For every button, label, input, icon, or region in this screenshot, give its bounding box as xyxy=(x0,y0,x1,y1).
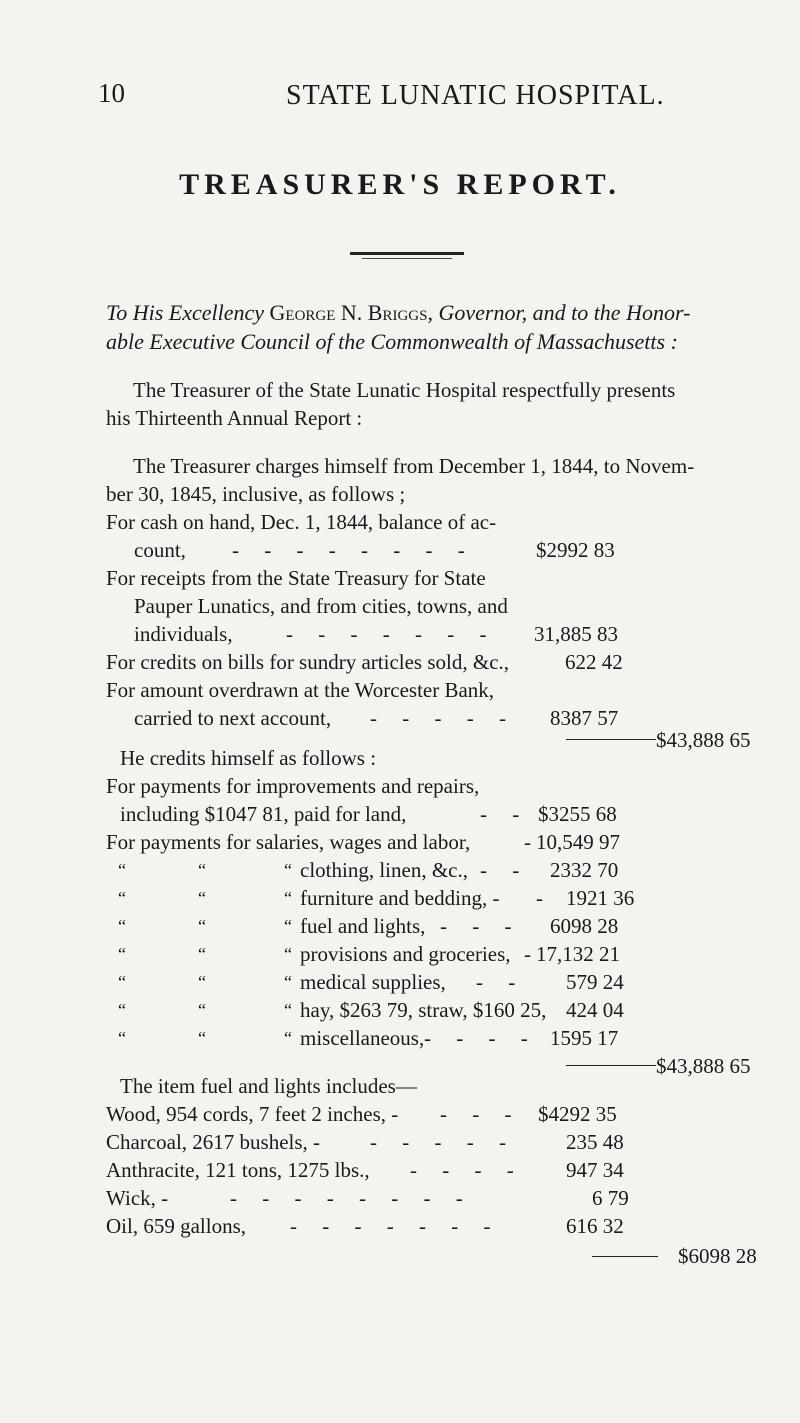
fuel-label: Wood, 954 cords, 7 feet 2 inches, - xyxy=(106,1102,399,1126)
credit-label: miscellaneous, xyxy=(300,1026,425,1050)
credit-amount: 2332 70 xyxy=(550,858,619,882)
ditto-mark: “ xyxy=(284,944,292,964)
charge-overdraft-leader: - - - - - xyxy=(370,706,516,730)
ditto-mark: “ xyxy=(118,972,126,992)
charge-cash-line-2: count, xyxy=(134,538,186,562)
fuel-leader: - - - - xyxy=(410,1158,524,1182)
credit-salaries-amount: 10,549 97 xyxy=(536,830,620,854)
fuel-label: Wick, - xyxy=(106,1186,169,1210)
credit-label: clothing, linen, &c., xyxy=(300,858,468,882)
fuel-intro: The item fuel and lights includes— xyxy=(120,1074,417,1098)
ditto-mark: “ xyxy=(284,916,292,936)
credit-label: provisions and groceries, xyxy=(300,942,511,966)
intro-line-2: his Thirteenth Annual Report : xyxy=(106,406,363,430)
charges-total: $43,888 65 xyxy=(656,728,751,752)
charge-credits-amount: 622 42 xyxy=(565,650,623,674)
credit-amount: 579 24 xyxy=(566,970,624,994)
credit-label: medical supplies, xyxy=(300,970,446,994)
credit-leader: - - - xyxy=(440,914,522,938)
credit-salaries-leader: - xyxy=(524,830,531,854)
credit-amount: 1921 36 xyxy=(566,886,635,910)
ditto-mark: “ xyxy=(198,888,206,908)
ditto-mark: “ xyxy=(118,1000,126,1020)
ditto-mark: “ xyxy=(118,860,126,880)
address-line-1 xyxy=(106,300,690,326)
charge-credits-line: For credits on bills for sundry articles sold, &c., xyxy=(106,650,510,674)
charges-intro-2: ber 30, 1845, inclusive, as follows ; xyxy=(106,482,406,506)
charge-receipts-line-2: individuals, xyxy=(134,622,233,646)
fuel-amount: 6 79 xyxy=(592,1186,629,1210)
ditto-mark: “ xyxy=(284,1028,292,1048)
title-rule-thin xyxy=(362,258,452,259)
credit-label: furniture and bedding, - xyxy=(300,886,500,910)
credit-leader: - xyxy=(536,886,553,910)
fuel-label: Oil, 659 gallons, xyxy=(106,1214,246,1238)
ditto-mark: “ xyxy=(284,888,292,908)
charge-cash-line-1: For cash on hand, Dec. 1, 1844, balance of ac- xyxy=(106,510,497,534)
charge-receipts-amount: 31,885 83 xyxy=(534,622,618,646)
charge-receipts-leader: - - - - - - - xyxy=(286,622,497,646)
charge-overdraft-line-1: For amount overdrawn at the Worcester Bank, xyxy=(106,678,495,702)
credits-total-rule xyxy=(566,1065,656,1066)
credit-leader: - - - - xyxy=(424,1026,538,1050)
ditto-mark: “ xyxy=(198,972,206,992)
fuel-amount: 616 32 xyxy=(566,1214,624,1238)
credit-improvements-leader: - - xyxy=(480,802,530,826)
credit-label: fuel and lights, xyxy=(300,914,426,938)
ditto-mark: “ xyxy=(198,916,206,936)
charge-receipts-line-1b: Pauper Lunatics, and from cities, towns, and xyxy=(134,594,508,618)
intro-line-1: The Treasurer of the State Lunatic Hospital respectfully presents xyxy=(133,378,676,402)
ditto-mark: “ xyxy=(284,1000,292,1020)
fuel-leader: - - - - - xyxy=(370,1130,516,1154)
ditto-mark: “ xyxy=(284,860,292,880)
fuel-amount: 947 34 xyxy=(566,1158,624,1182)
credit-label: hay, $263 79, straw, $160 25, xyxy=(300,998,547,1022)
credit-improvements-line-1: For payments for improvements and repairs, xyxy=(106,774,480,798)
page-number: 10 xyxy=(98,78,125,108)
fuel-total-rule xyxy=(592,1256,658,1257)
credit-amount: 1595 17 xyxy=(550,1026,619,1050)
credit-amount: 17,132 21 xyxy=(536,942,620,966)
running-head: STATE LUNATIC HOSPITAL. xyxy=(286,80,665,111)
ditto-mark: “ xyxy=(118,1028,126,1048)
charge-cash-leader: - - - - - - - - xyxy=(232,538,475,562)
charges-intro-1: The Treasurer charges himself from December 1, 1844, to Novem- xyxy=(133,454,695,478)
credits-total: $43,888 65 xyxy=(656,1054,751,1078)
address-rest: , Governor, and to the Honor- xyxy=(427,300,691,325)
fuel-label: Anthracite, 121 tons, 1275 lbs., xyxy=(106,1158,370,1182)
credit-amount: 424 04 xyxy=(566,998,624,1022)
address-line-2: able Executive Council of the Commonwealth of Massachusetts : xyxy=(106,329,678,354)
ditto-mark: “ xyxy=(198,860,206,880)
credit-improvements-amount: $3255 68 xyxy=(538,802,617,826)
ditto-mark: “ xyxy=(284,972,292,992)
charge-overdraft-line-2: carried to next account, xyxy=(134,706,332,730)
ditto-mark: “ xyxy=(198,944,206,964)
fuel-amount: $4292 35 xyxy=(538,1102,617,1126)
credits-intro: He credits himself as follows : xyxy=(120,746,377,770)
ditto-mark: “ xyxy=(198,1028,206,1048)
credit-leader: - - xyxy=(476,970,526,994)
fuel-leader: - - - xyxy=(440,1102,522,1126)
charge-cash-amount: $2992 83 xyxy=(536,538,615,562)
credit-leader: - - xyxy=(480,858,530,882)
charges-total-rule xyxy=(566,739,656,740)
title-rule xyxy=(350,252,464,255)
fuel-total: $6098 28 xyxy=(678,1244,757,1268)
address-to: To His Excellency xyxy=(106,300,270,325)
credit-leader: - xyxy=(524,942,531,966)
address-name: George N. Briggs xyxy=(269,300,428,325)
fuel-amount: 235 48 xyxy=(566,1130,624,1154)
report-title: TREASURER'S REPORT. xyxy=(179,168,621,201)
charge-receipts-line-1: For receipts from the State Treasury for State xyxy=(106,566,486,590)
charge-overdraft-amount: 8387 57 xyxy=(550,706,619,730)
fuel-leader: - - - - - - - xyxy=(290,1214,501,1238)
ditto-mark: “ xyxy=(118,944,126,964)
credit-salaries-label: For payments for salaries, wages and labor, xyxy=(106,830,471,854)
fuel-label: Charcoal, 2617 bushels, - xyxy=(106,1130,321,1154)
ditto-mark: “ xyxy=(198,1000,206,1020)
credit-amount: 6098 28 xyxy=(550,914,619,938)
ditto-mark: “ xyxy=(118,916,126,936)
ditto-mark: “ xyxy=(118,888,126,908)
fuel-leader: - - - - - - - - xyxy=(230,1186,473,1210)
credit-improvements-line-2: including $1047 81, paid for land, xyxy=(120,802,407,826)
